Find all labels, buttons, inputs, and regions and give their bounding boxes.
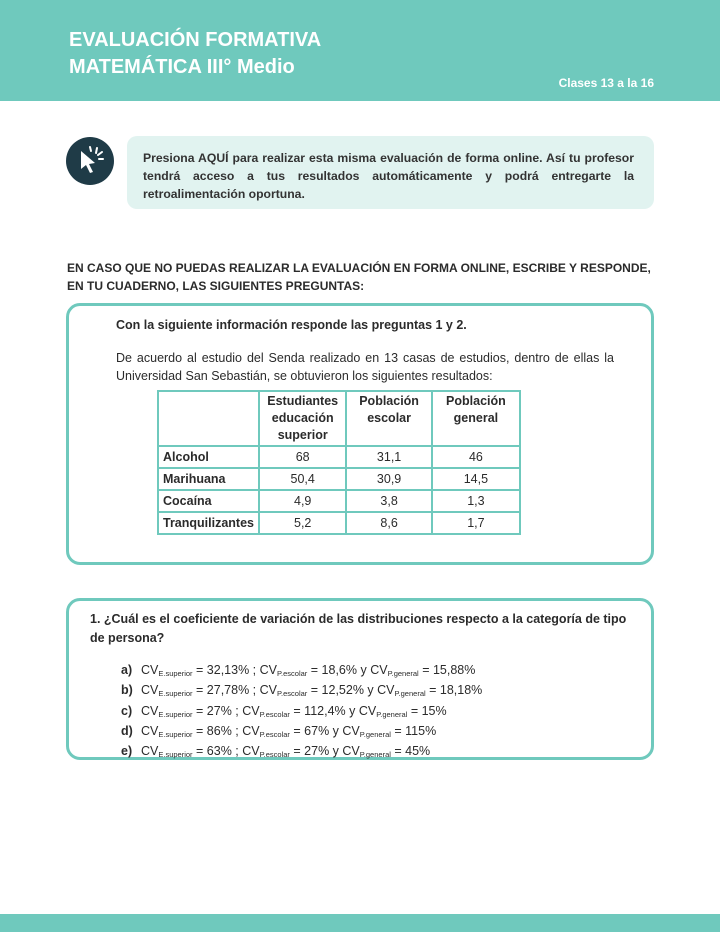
instructions: EN CASO QUE NO PUEDAS REALIZAR LA EVALUACIÓN EN FORMA ONLINE, ESCRIBE Y RESPONDE, EN TU CUADERNO, LAS SIGUIENTES PREGUNTAS: [67,261,651,293]
header-band [0,0,720,101]
title-line-2: MATEMÁTICA III° Medio [69,56,295,78]
info-paragraph: De acuerdo al estudio del Senda realizado en 13 casas de estudios, dentro de ellas la Universidad San Sebastián, se obtuvieron los siguientes resultados: [116,351,614,383]
cursor-click-icon[interactable] [66,137,114,185]
answer-option-a[interactable]: a) $CV_{E.superior} = 32,13\%$ ; $CV_{P.escolar} = 18,6\%$ y $CV_{P.general} = 15,88\%$ [121,663,476,678]
answer-options [121,662,482,763]
table-header-cell: Población general [432,391,520,446]
title-line-1: EVALUACIÓN FORMATIVA [69,29,322,51]
table-header-cell: Estudiantes educación superior [259,391,346,446]
table-cell: 8,6 [346,512,431,534]
table-cell: 1,7 [432,512,520,534]
table-cell: 46 [432,446,520,468]
table-cell: 14,5 [432,468,520,490]
row-label: Cocaína [158,490,259,512]
answer-option-b[interactable]: b) $CV_{E.superior} = 27,78\%$ ; $CV_{P.escolar} = 12,52\%$ y $CV_{P.general} = 18,18\%$ [121,683,483,699]
row-label: Tranquilizantes [158,512,259,534]
table-cell: 3,8 [346,490,431,512]
table-row [158,490,520,512]
classes-label: Clases 13 a la 16 [558,76,654,90]
table-header-cell: Población escolar [346,391,431,446]
table-cell: 50,4 [259,468,346,490]
table-cell: 5,2 [259,512,346,534]
table-header-cell [158,391,259,446]
answer-option-c[interactable]: c) $CV_{E.superior} = 27\%$ ; $CV_{P.escolar} = 112,4\%$ y $CV_{P.general} = 15\%$ [121,703,447,719]
table-cell: 4,9 [259,490,346,512]
table-header-row [158,391,520,446]
answer-option-e[interactable]: e) $CV_{E.superior} = 63\%$ ; $CV_{P.escolar} = 27\%$ y $CV_{P.general} = 45\%$ [121,744,431,760]
table-cell: 30,9 [346,468,431,490]
online-evaluation-link[interactable] [127,136,654,209]
table-row [158,468,520,490]
online-notice-text: Presiona AQUÍ para realizar esta misma evaluación de forma online. Así tu profesor tendrá acceso a tus resultados automáticamente y podrá entregarte la retroalimentación oportuna. [143,151,634,201]
table-cell: 68 [259,446,346,468]
table-row [158,512,520,534]
answer-option-d[interactable]: d) $CV_{E.superior} = 86\%$ ; $CV_{P.escolar} = 67\%$ y $CV_{P.general} = 115\%$ [121,723,437,739]
footer-band [0,914,720,932]
page-title [69,27,321,81]
row-label: Alcohol [158,446,259,468]
table-cell: 1,3 [432,490,520,512]
table-cell: 31,1 [346,446,431,468]
row-label: Marihuana [158,468,259,490]
table-row [158,446,520,468]
info-heading: Con la siguiente información responde las preguntas 1 y 2. [116,318,467,332]
results-table [157,390,521,535]
question-1-text: 1. ¿Cuál es el coeficiente de variación de las distribuciones respecto a la categoría de tipo de persona? [90,612,627,645]
